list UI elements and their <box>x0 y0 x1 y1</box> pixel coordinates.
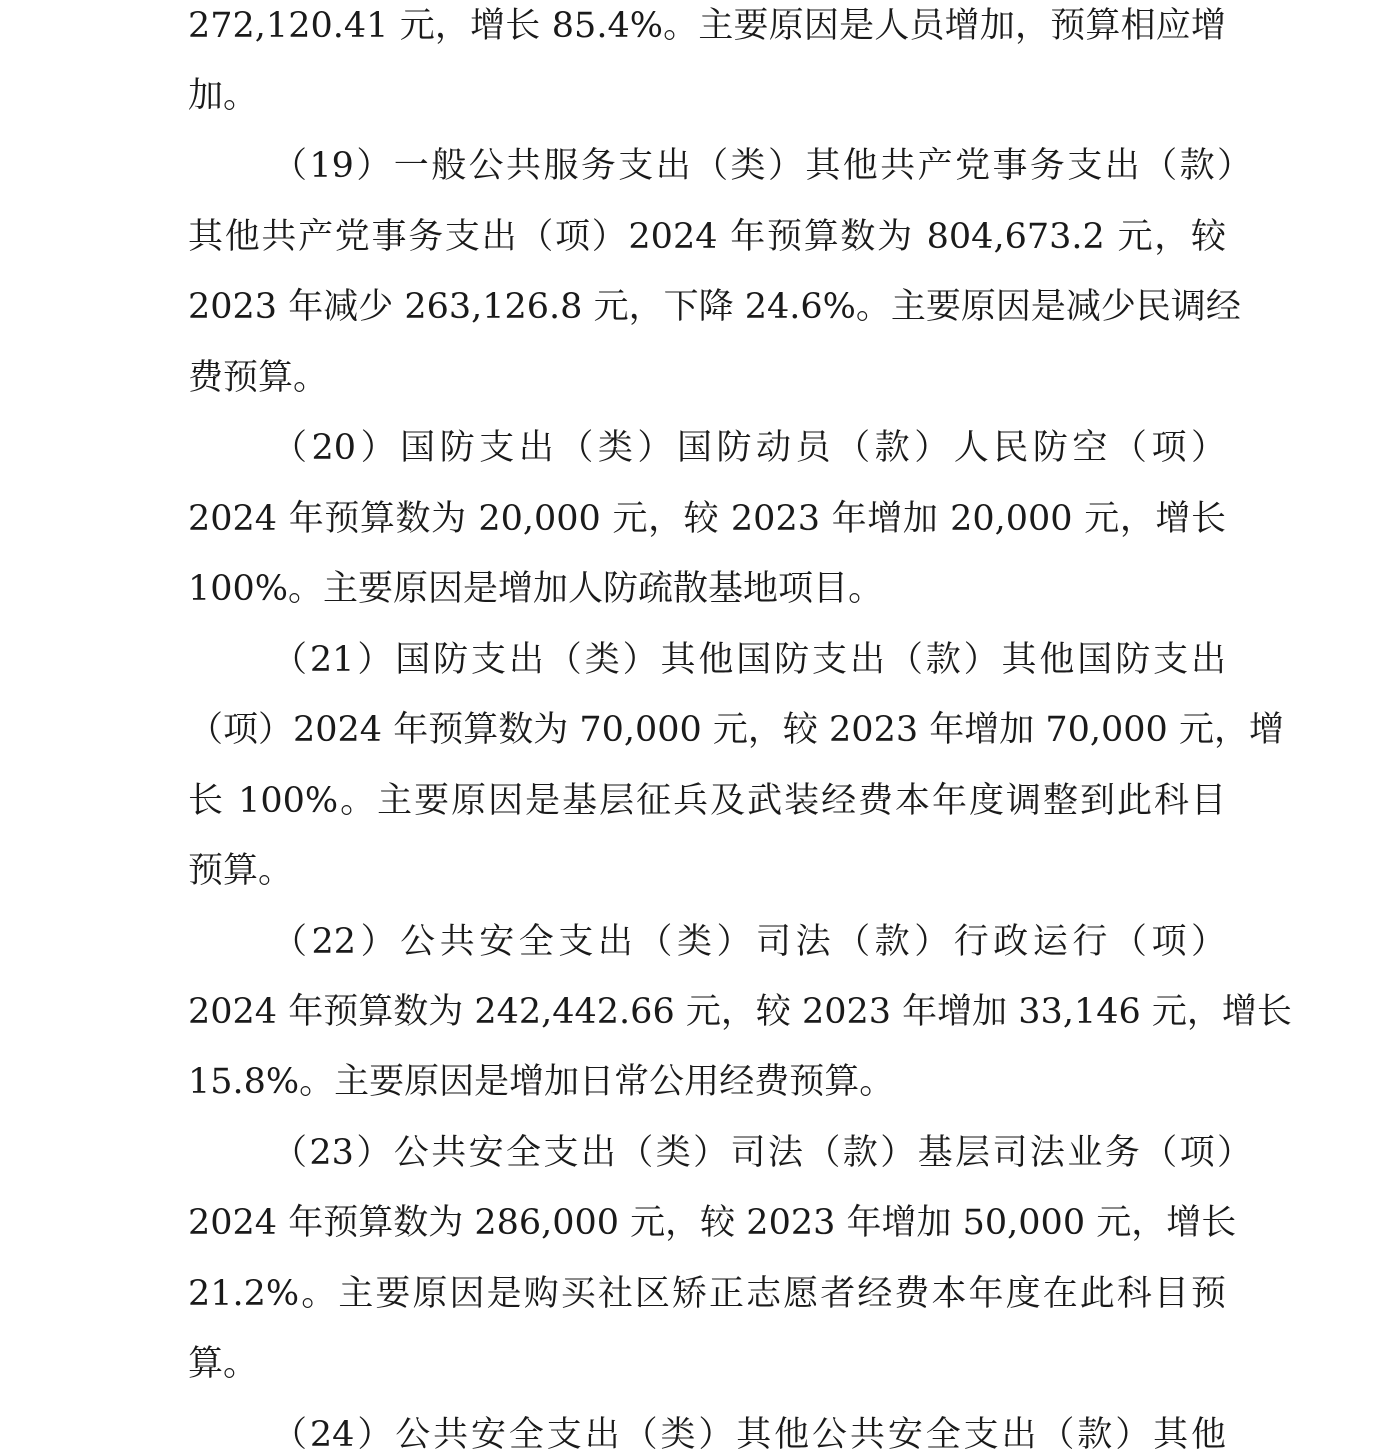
text-line: 加。 <box>188 76 259 116</box>
text-line: 预算。 <box>188 851 294 891</box>
text-line: 272,120.41 元，增长 85.4%。主要原因是人员增加，预算相应增 <box>188 6 1226 46</box>
text-line: 其他共产党事务支出（项）2024 年预算数为 804,673.2 元，较 <box>188 217 1226 257</box>
paragraph-20-start: （20）国防支出（类）国防动员（款）人民防空（项） <box>272 428 1226 468</box>
paragraph-19-start: （19）一般公共服务支出（类）其他共产党事务支出（款） <box>272 146 1252 186</box>
paragraph-22-start: （22）公共安全支出（类）司法（款）行政运行（项） <box>272 922 1226 962</box>
text-line: 100%。主要原因是增加人防疏散基地项目。 <box>188 569 884 609</box>
paragraph-24-start: （24）公共安全支出（类）其他公共安全支出（款）其他 <box>272 1415 1226 1455</box>
text-line: 长 100%。主要原因是基层征兵及武装经费本年度调整到此科目 <box>188 781 1226 821</box>
paragraph-23-start: （23）公共安全支出（类）司法（款）基层司法业务（项） <box>272 1133 1252 1173</box>
text-line: 2024 年预算数为 242,442.66 元，较 2023 年增加 33,146 元，增长 <box>188 992 1292 1032</box>
text-line: 21.2%。主要原因是购买社区矫正志愿者经费本年度在此科目预 <box>188 1274 1226 1314</box>
paragraph-21-start: （21）国防支出（类）其他国防支出（款）其他国防支出 <box>272 640 1226 680</box>
text-line: 2024 年预算数为 286,000 元，较 2023 年增加 50,000 元，增长 <box>188 1203 1237 1243</box>
text-line: 算。 <box>188 1344 259 1384</box>
text-line: 15.8%。主要原因是增加日常公用经费预算。 <box>188 1062 895 1102</box>
text-line: 2024 年预算数为 20,000 元，较 2023 年增加 20,000 元，增长 <box>188 499 1226 539</box>
text-line: 2023 年减少 263,126.8 元，下降 24.6%。主要原因是减少民调经 <box>188 287 1241 327</box>
text-line: 费预算。 <box>188 358 329 398</box>
text-line: （项）2024 年预算数为 70,000 元，较 2023 年增加 70,000 元，增 <box>188 710 1284 750</box>
